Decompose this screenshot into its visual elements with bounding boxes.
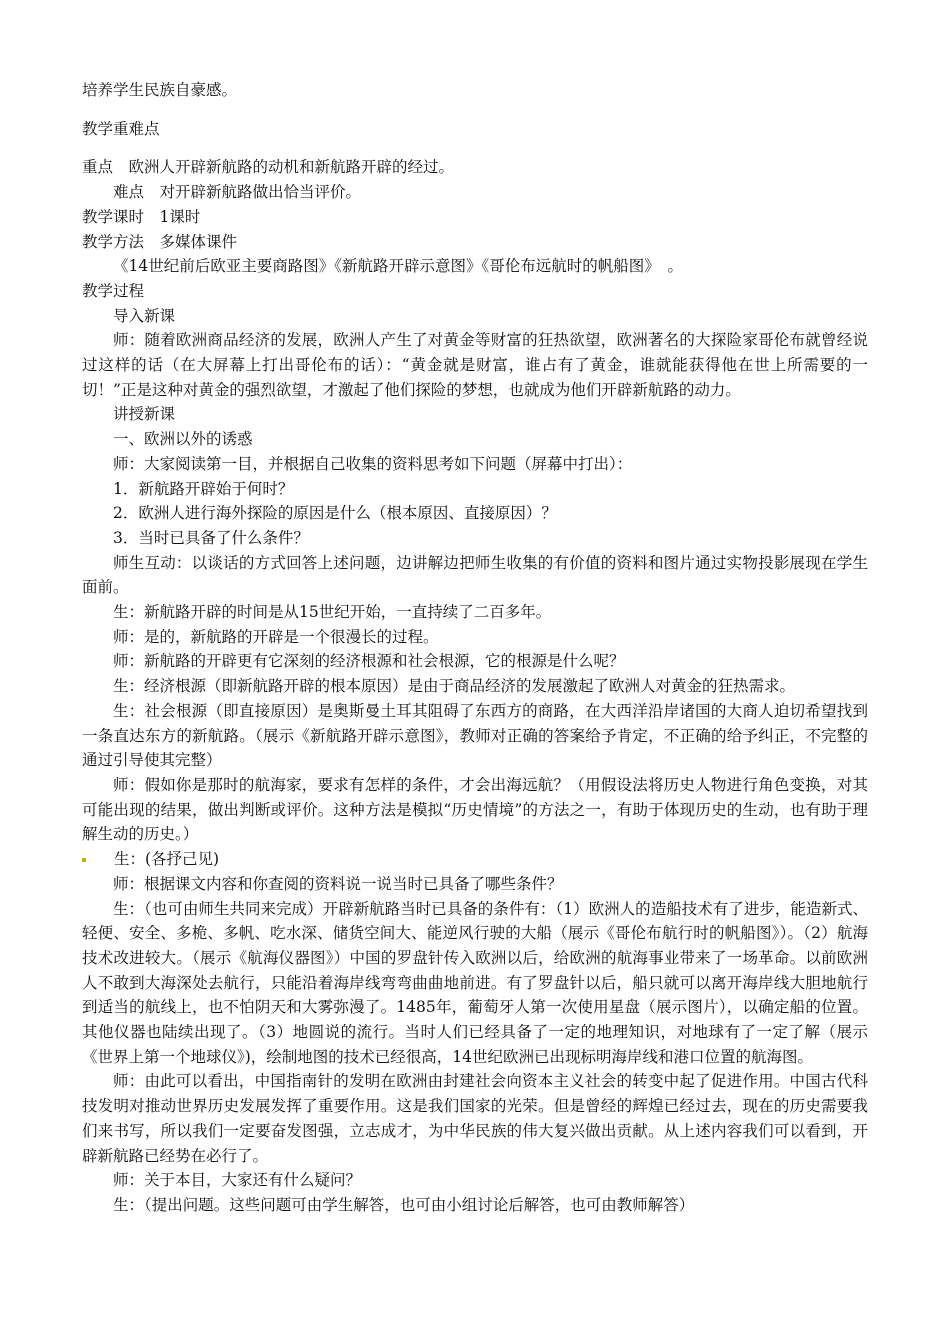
paragraph: 生：（提出问题。这些问题可由学生解答，也可由小组讨论后解答，也可由教师解答）	[113, 1195, 695, 1214]
subsection-heading: 一、欧洲以外的诱惑	[113, 430, 253, 449]
paragraph: 师：由此可以看出，中国指南针的发明在欧洲由封建社会向资本主义社会的转变中起了促进作用。中国古代科技发明对推动世界历史发展发挥了重要作用。这是我们国家的光荣。但是曾经的辉煌已经过去，现在的历史需要我们来书写，所以我们一定要奋发图强，立志成才，为中华民族的伟大复兴做出贡献。从上述内容我们可以看到，开辟新航路已经势在必行了。	[82, 1072, 868, 1165]
paragraph: 师生互动：以谈话的方式回答上述问题，边讲解边把师生收集的有价值的资料和图片通过实物投影展现在学生面前。	[82, 553, 868, 597]
paragraph: 生：经济根源（即新航路开辟的根本原因）是由于商品经济的发展激起了欧洲人对黄金的狂热需求。	[113, 677, 796, 696]
list-item: 1．新航路开辟始于何时？	[113, 479, 294, 498]
section-heading: 教学重难点	[82, 119, 160, 138]
subsection-heading: 讲授新课	[113, 405, 176, 424]
paragraph: 师：是的，新航路的开辟是一个很漫长的过程。	[113, 627, 439, 646]
paragraph: 生：社会根源（即直接原因）是奥斯曼土耳其阻碍了东西方的商路，在大西洋沿岸诸国的大商人迫切希望找到一条直达东方的新航路。（展示《新航路开辟示意图》，教师对正确的答案给予肯定，不正确的给予纠正，不完整的通过引导使其完整）	[82, 701, 868, 770]
marker-dot-icon	[82, 858, 86, 862]
subsection-heading: 导入新课	[113, 306, 176, 325]
list-item: 2．欧洲人进行海外探险的原因是什么（根本原因、直接原因）？	[113, 504, 557, 523]
paragraph-with-marker	[82, 847, 868, 872]
paragraph: 师：根据课文内容和你查阅的资料说一说当时已具备了哪些条件？	[113, 874, 563, 893]
paragraph: 生：（也可由师生共同来完成）开辟新航路当时已具备的条件有：（1）欧洲人的造船技术有了进步，能造新式、轻便、安全、多桅、多帆、吃水深、储货空间大、能逆风行驶的大船（展示《哥伦布航行时的帆船图》）。（2）航海技术改进较大。（展示《航海仪器图》）中国的罗盘针传入欧洲以后，给欧洲的航海事业带来了一场革命。以前欧洲人不敢到大海深处去航行，只能沿着海岸线弯弯曲曲地前进。有了罗盘针以后，船只就可以离开海岸线大胆地航行到适当的航线上，也不怕阴天和大雾弥漫了。1485年，葡萄牙人第一次使用星盘（展示图片），以确定船的位置。其他仪器也陆续出现了。（3）地圆说的流行。当时人们已经具备了一定的地理知识，对地球有了一定了解（展示《世界上第一个地球仪》)，绘制地图的技术已经很高，14世纪欧洲已出现标明海岸线和港口位置的航海图。	[82, 899, 868, 1066]
paragraph: 培养学生民族自豪感。	[82, 81, 238, 99]
list-item: 3．当时已具备了什么条件？	[113, 528, 309, 547]
paragraph: 师：大家阅读第一目，并根据自己收集的资料思考如下问题（屏幕中打出）：	[113, 454, 633, 473]
paragraph: 师：假如你是那时的航海家，要求有怎样的条件，才会出海远航？（用假设法将历史人物进行角色变换，对其可能出现的结果，做出判断或评价。这种方法是模拟“历史情境”的方法之一，有助于体现历史的生动，也有助于理解生动的历史。）	[82, 775, 868, 844]
paragraph: 教学方法 多媒体课件	[82, 232, 238, 251]
paragraph: 师：新航路的开辟更有它深刻的经济根源和社会根源，它的根源是什么呢？	[113, 652, 625, 671]
section-heading: 教学过程	[82, 281, 145, 300]
paragraph: 《14世纪前后欧亚主要商路图》《新航路开辟示意图》《哥伦布远航时的帆船图》 。	[113, 257, 683, 276]
paragraph: 师：随着欧洲商品经济的发展，欧洲人产生了对黄金等财富的狂热欲望，欧洲著名的大探险家哥伦布就曾经说过这样的话（在大屏幕上打出哥伦布的话）：“黄金就是财富，谁占有了黄金，谁就能获得他在世上所需要的一切！”正是这种对黄金的强烈欲望，才激起了他们探险的梦想，也就成为他们开辟新航路的动力。	[82, 331, 868, 399]
paragraph: 教学课时 1课时	[82, 207, 201, 226]
paragraph: 师：关于本目，大家还有什么疑问？	[113, 1171, 362, 1190]
paragraph: 生：(各抒己见)	[114, 850, 220, 869]
paragraph: 重点 欧洲人开辟新航路的动机和新航路开辟的经过。	[82, 158, 455, 177]
paragraph: 难点 对开辟新航路做出恰当评价。	[113, 183, 362, 202]
paragraph: 生：新航路开辟的时间是从15世纪开始，一直持续了二百多年。	[113, 603, 552, 622]
